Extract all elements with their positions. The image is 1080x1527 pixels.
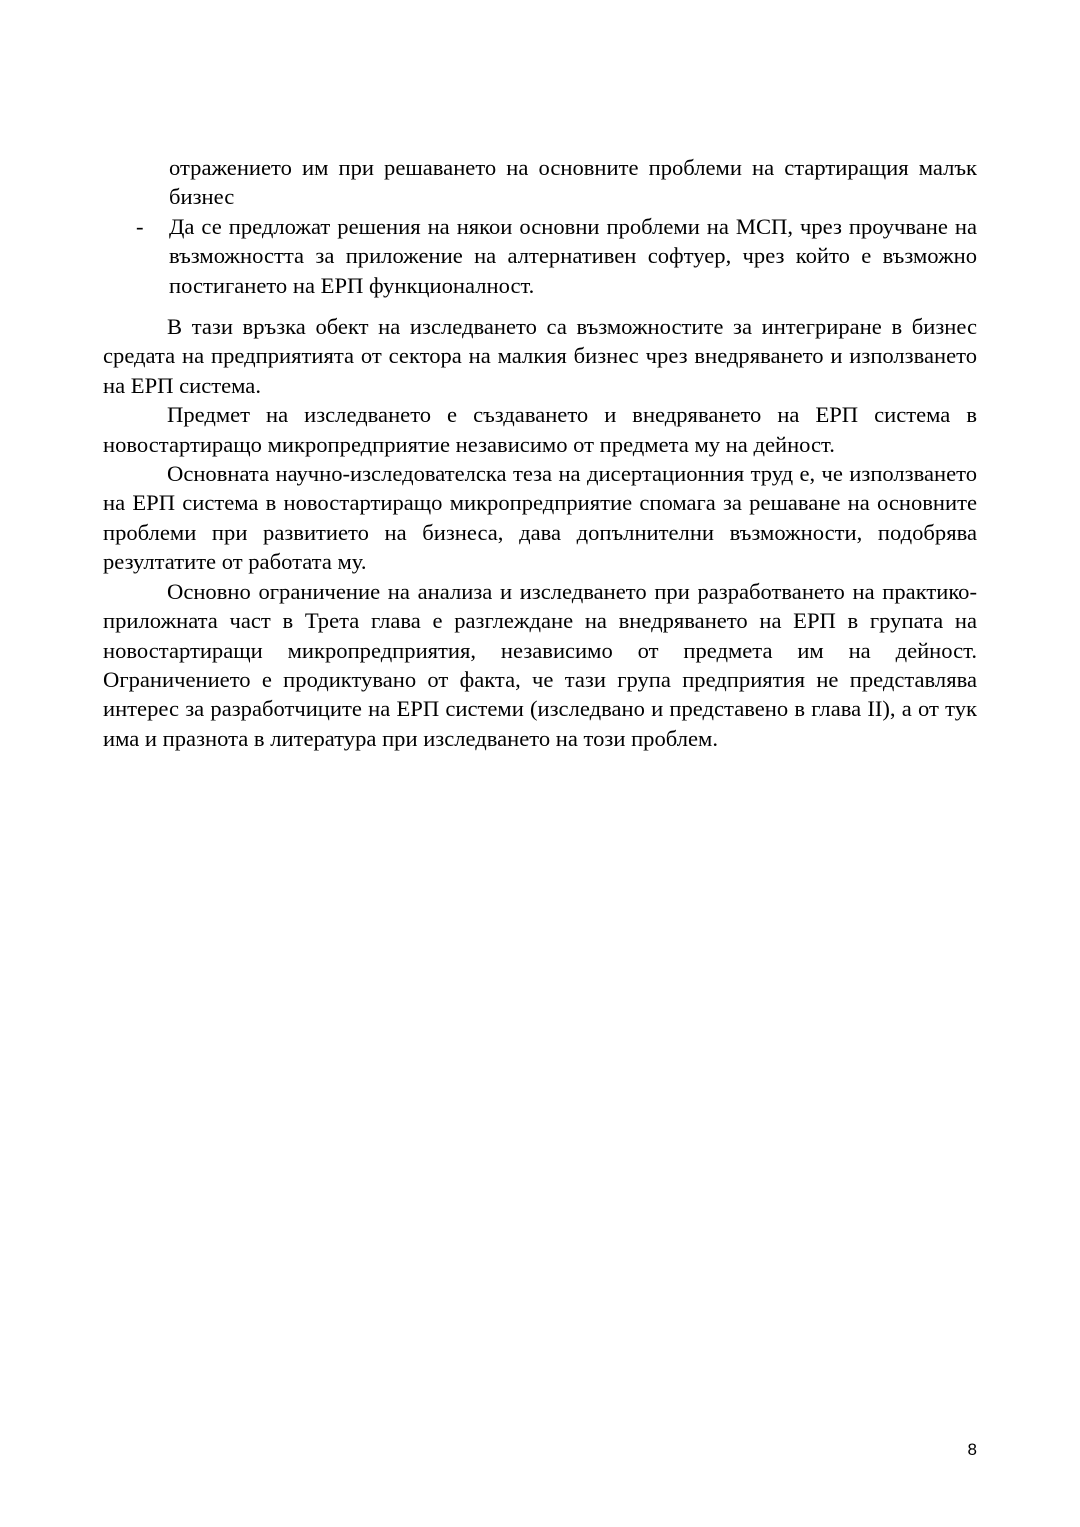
page-body <box>103 153 977 753</box>
list-item-continuation: отражението им при решаването на основните проблеми на стартиращия малък бизнес <box>169 155 977 210</box>
list-item-text: Да се предложат решения на някои основни проблеми на МСП, чрез проучване на възможността за приложение на алтернативен софтуер, чрез който е възможно постигането на ЕРП функционалност. <box>169 213 977 298</box>
paragraph-research-limitation: Основно ограничение на анализа и изследването при разработването на практико-приложната част в Трета глава е разглеждане на внедряването на ЕРП в групата на новостартиращи микропредприятия, независимо от предмета им на дейност. Ограничението е продиктувано от факта, че тази група предприятия не представлява интерес за разработчиците на ЕРП системи (изследвано и представено в глава II), а от тук има и празнота в литература при изследването на този проблем. <box>103 578 977 751</box>
paragraph-object-of-research: В тази връзка обект на изследването са възможностите за интегриране в бизнес средата на предприятията от сектора на малкия бизнес чрез внедряването и използването на ЕРП система. <box>103 314 977 398</box>
paragraph-subject-of-research: Предмет на изследването е създаването и внедряването на ЕРП система в новостартиращо микропредприятие независимо от предмета му на дейност. <box>103 402 977 457</box>
list-item <box>136 212 977 300</box>
page-number: 8 <box>967 1440 977 1459</box>
paragraph-spacer <box>103 300 977 312</box>
list-dash-marker: - <box>136 213 144 239</box>
paragraph-research-thesis: Основната научно-изследователска теза на дисертационния труд е, че използването на ЕРП система в новостартиращо микропредприятие спомага за решаване на основните проблеми при развитието на бизнеса, дава допълнителни възможности, подобрява резултатите от работата му. <box>103 461 977 575</box>
